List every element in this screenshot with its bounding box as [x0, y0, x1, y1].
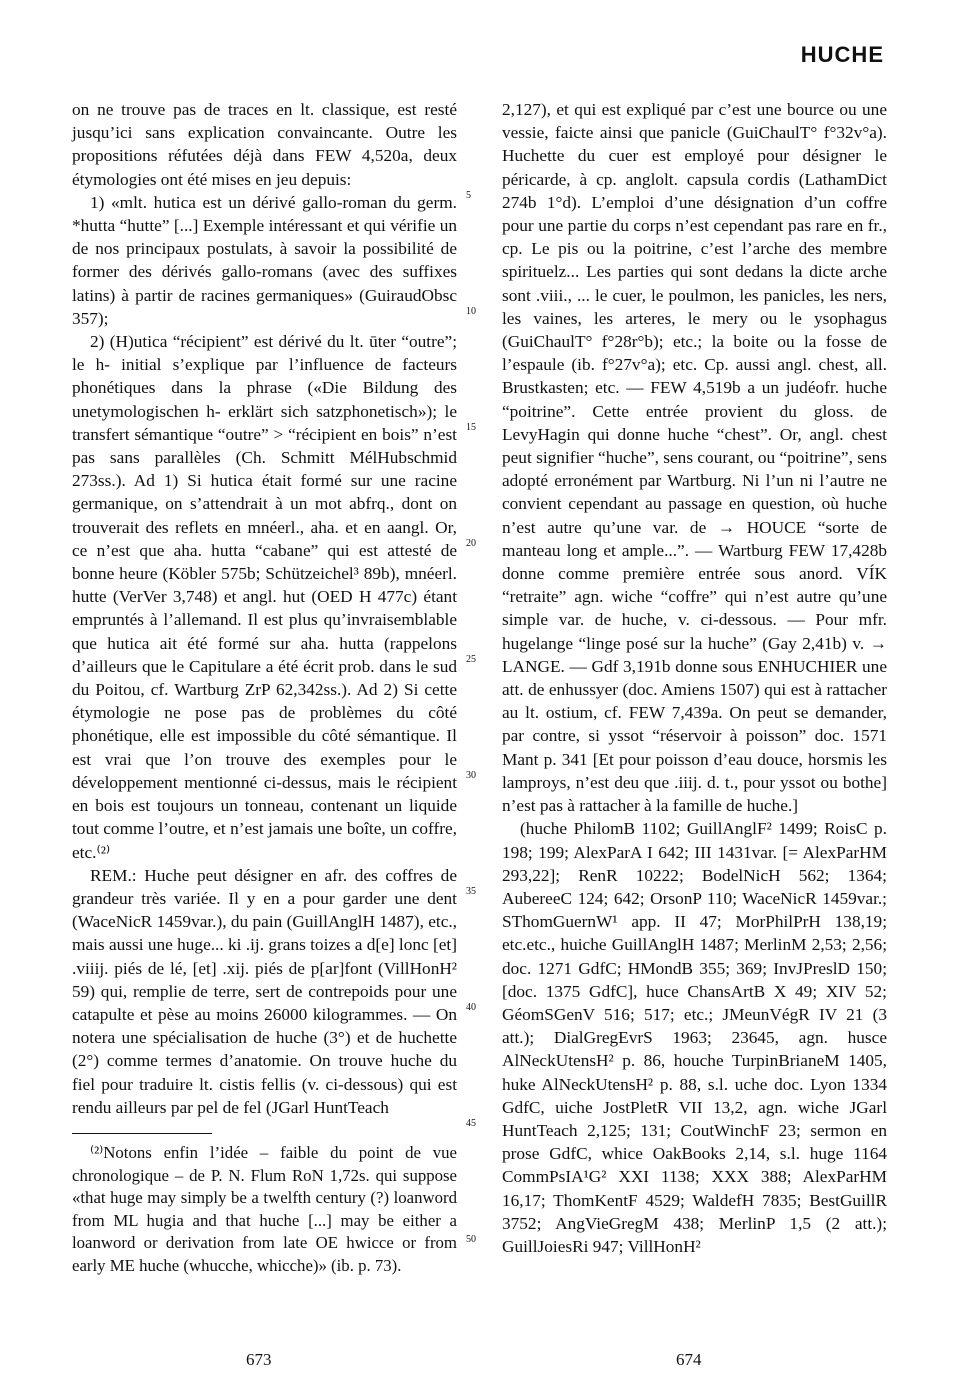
left-paragraph-1: on ne trouve pas de traces en lt. classique, est resté jusqu’ici sans explication convaincante. Outre les propositions réfutées déjà dans FEW 4,520a, deux étymologies ont été mises en jeu depuis:	[72, 100, 457, 189]
line-number: 50	[466, 1234, 476, 1245]
line-number: 45	[466, 1118, 476, 1129]
line-number: 30	[466, 770, 476, 781]
page-number-left: 673	[246, 1350, 272, 1369]
left-paragraph-3: 2) (H)utica “récipient” est dérivé du lt. ūter “outre”; le h- initial s’explique par l’influence de facteurs phonétiques dans la phrase («Die Bildung des unetymologischen h- erklärt sich satzphonetisch»); le transfert sémantique “outre” > “récipient en bois” n’est pas sans parallèles (Ch. Schmitt MélHubschmid 273ss.). Ad 1) Si hutica était formé sur une racine germanique, on s’attendrait à un mot abfrq., dont on trouverait des reflets en mnéerl., aha. et en aangl. Or, ce n’est que aha. hutta “cabane” qui est attesté de bonne heure (Köbler 575b; Schützeichel³ 89b), mnéerl. hutte (VerVer 3,748) et angl. hut (OED H 477c) étant empruntés à l’allemand. Il est plus qu’invraisemblable que hutica ait été formé sur aha. hutta (rappelons d’ailleurs que le Capitulare a été écrit prob. dans le sud du Poitou, cf. Wartburg ZrP 62,342ss.). Ad 2) Si cette étymologie ne pose pas de problèmes du côté phonétique, elle est impossible du côté sémantique. Il est vrai que l’on trouve des exemples pour le développement mentionné ci-dessus, mais le récipient en bois est toujours un tonneau, contenant un liquide tout comme l’outre, et n’est jamais une boîte, un coffre, etc.⁽²⁾	[72, 332, 457, 862]
line-number: 5	[466, 190, 471, 201]
running-headword: HUCHE	[800, 42, 884, 67]
left-column	[72, 98, 457, 1278]
line-number: 40	[466, 1002, 476, 1013]
right-column	[502, 98, 887, 1258]
footnote-divider	[72, 1133, 212, 1134]
left-paragraph-4: REM.: Huche peut désigner en afr. des coffres de grandeur très variée. Il y en a pour garder une dent (WaceNicR 1459var.), du pain (GuillAnglH 1487), etc., mais aussi une huge... ki .ij. grans toizes a d[e] lonc [et] .viiij. piés de lé, [et] .xij. piés de p[ar]font (VillHonH² 59) qui, remplie de terre, sert de contrepoids pour une catapulte et pèse au moins 26000 kilogrammes. — On notera une spécialisation de huche (3°) et de huchette (2°) comme termes d’anatomie. On trouve huche du fiel pour traduire lt. cistis fellis (v. ci-dessous) qui est rendu ailleurs par pel de fel (JGarl HuntTeach	[72, 865, 457, 1117]
left-paragraph-2: 1) «mlt. hutica est un dérivé gallo-roman du germ. *hutta “hutte” [...] Exemple intéressant et qui vérifie un de nos principaux postulats, à savoir la possibilité de former des dérivés gallo-romans (avec des suffixes latins) à partir de racines germaniques» (GuiraudObsc 357);	[72, 192, 457, 328]
right-paragraph-1: 2,127), et qui est expliqué par c’est une bource ou une vessie, faicte ainsi que panicle (GuiChaulT° f°32v°a). Huchette du cuer est employé pour désigner le péricarde, à cp. anglolt. capsula cordis (LathamDict 274b 1°d). L’emploi d’une désignation d’un coffre pour une partie du corps n’est cependant pas rare en fr., cp. Le pis ou la poitrine, c’est l’arche des membre spirituelz... Les parties qui sont dedans la dicte arche sont .viii., ... le cuer, le poulmon, les panicles, les ners, les vaines, les arteres, le mery ou le ysophagus (GuiChaulT° f°28r°b); etc.; la boite ou la fosse de l’espaule (ib. f°27v°a); etc. Cp. aussi angl. chest, all. Brustkasten; etc. — FEW 4,519b a un judéofr. huche “poitrine”. Cette entrée provient du gloss. de LevyHagin qui donne huche “chest”. Or, angl. chest peut signifier “huche”, sens courant, ou “poitrine”, sens adopté erronément par Wartburg. Ni l’un ni l’autre ne convient cependant au passage en question, où huche n’est autre qu’une var. de → HOUCE “sorte de manteau long et ample...”. — Wartburg FEW 17,428b donne comme première entrée sous anord. VÍK “retraite” agn. wiche “coffre” qui n’est autre qu’une simple var. de huche, v. ci-dessous. — Pour mfr. hugelange “linge posé sur la huche” (Gay 2,41b) v. → LANGE. — Gdf 3,191b donne sous ENHUCHIER une att. de enhussyer (doc. Amiens 1507) qui est à rattacher au lt. ostium, cf. FEW 7,439a. On peut se demander, par contre, si yssot “réservoir à poisson” doc. 1571 Mant p. 341 [Et pour poisson d’eau douce, horsmis les lamproys, n’est deu que .iiij. d. t., pour yssot ou bothe] n’est pas à rattacher à la famille de huche.]	[502, 100, 887, 816]
footnote: ⁽²⁾Notons enfin l’idée – faible du point de vue chronologique – de P. N. Flum RoN 1,72s. qui suppose «that huge may simply be a twelfth century (?) loanword from ML hugia and that huche [...] may be either a loanword or derivation from late OE hwicce or from early ME huche (whucche, whicche)» (ib. p. 73).	[72, 1142, 457, 1275]
line-number: 35	[466, 886, 476, 897]
line-number: 20	[466, 538, 476, 549]
page-number-right: 674	[676, 1350, 702, 1369]
line-number: 10	[466, 306, 476, 317]
line-number: 15	[466, 422, 476, 433]
line-number: 25	[466, 654, 476, 665]
right-paragraph-2: (huche PhilomB 1102; GuillAnglF² 1499; RoisC p. 198; 199; AlexParA I 642; III 1431var. [= AlexParHM 293,22]; RenR 10222; BodelNicH 562; 1364; AubereeC 124; 642; OrsonP 110; WaceNicR 1459var.; SThomGuernW¹ app. II 47; MorPhilPrH 138,19; etc.etc., huiche GuillAnglH 1487; MerlinM 2,53; 2,56; doc. 1271 GdfC; HMondB 355; 369; InvJPreslD 150; [doc. 1375 GdfC], huce ChansArtB X 49; XIV 52; GéomSGenV 516; 517; etc.; JMeunVégR IV 21 (3 att.); DialGregEvrS 1963; 23645, agn. husce AlNeckUtensH² p. 86, houche TurpinBrianeM 1405, huke AlNeckUtensH² p. 88, s.l. uche doc. Lyon 1334 GdfC, uiche JostPletR VII 13,2, agn. wiche JGarl HuntTeach 2,125; 131; CoutWinchF 23; sermon en prose GdfC, whice OakBooks 2,14, s.l. huge 1164 CommPsIA¹G² XXI 1138; XXX 388; AlexParHM 16,17; ThomKentF 4529; WaldefH 7835; BestGuillR 3752; AngVieGregM 438; MerlinP 1,5 (2 att.); GuillJoiesRi 947; VillHonH²	[502, 819, 887, 1256]
